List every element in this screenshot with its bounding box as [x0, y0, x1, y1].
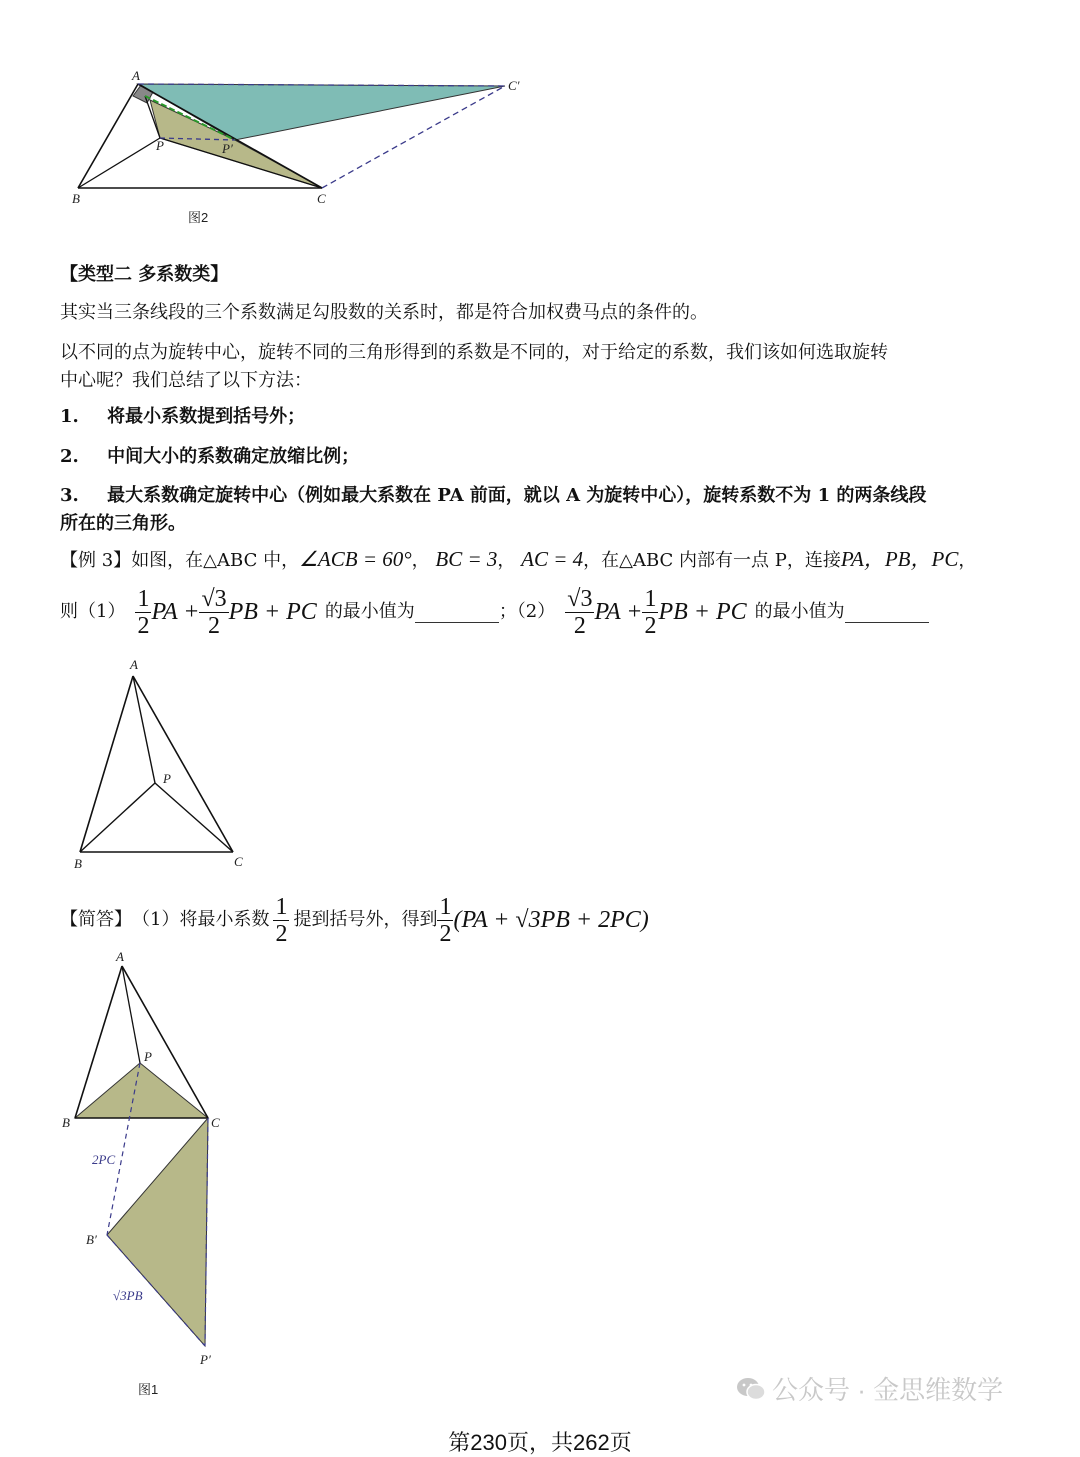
example-tag: 【例 3】: [60, 550, 132, 571]
q1-frac-2-den: 2: [208, 612, 221, 639]
length-bc: BC = 3: [435, 547, 498, 571]
q2-frac-2-num: 1: [644, 585, 657, 612]
f1-label-p: P: [144, 1049, 152, 1064]
answer-frac-1-num: 1: [275, 893, 288, 920]
label-c: C: [317, 191, 326, 206]
paragraph-2-line-1: 以不同的点为旋转中心，旋转不同的三角形得到的系数是不同的，对于给定的系数，我们该如何选取旋转: [60, 342, 888, 363]
answer-frac-2-num: 1: [439, 893, 452, 920]
olive-triangle-pbc: [75, 1063, 208, 1118]
example-mid: ，在△ABC 内部有一点 P，连接: [583, 550, 841, 571]
q1-suffix: 的最小值为: [324, 601, 415, 622]
section-title: 【类型二 多系数类】: [60, 264, 229, 285]
q2-prefix: ；（2）: [498, 601, 556, 622]
f1-label-p-prime: P′: [200, 1352, 211, 1367]
f1-label-b: B: [62, 1115, 70, 1130]
step-3-number: 3.: [60, 485, 79, 506]
q1-frac-1-num: 1: [137, 585, 150, 612]
answer-text: （1）将最小系数: [132, 909, 270, 930]
answer-text-2: 提到括号外，得到: [293, 909, 438, 930]
ex-label-p: P: [163, 771, 171, 786]
example-end: ，: [958, 550, 977, 571]
step-2-number: 2.: [60, 446, 79, 467]
q1-term-2: PB + PC: [228, 599, 317, 625]
angle-acb: ∠ACB = 60°: [299, 547, 412, 571]
ex-label-c: C: [234, 854, 243, 869]
example-intro: 如图，在△ABC 中，: [131, 550, 300, 571]
question-prefix: 则（1）: [60, 601, 126, 622]
step-3-text: 最大系数确定旋转中心（例如最大系数在 PA 前面，就以 A 为旋转中心），旋转系数不为 1 的两条线段: [107, 485, 927, 506]
q2-term-1: PA +: [594, 599, 643, 625]
label-b: B: [72, 191, 80, 206]
label-a: A: [132, 68, 140, 83]
olive-triangle-rotated: [107, 1118, 208, 1346]
wechat-icon: [736, 1376, 766, 1402]
f1-label-c: C: [211, 1115, 220, 1130]
paragraph-1: 其实当三条线段的三个系数满足勾股数的关系时，都是符合加权费马点的条件的。: [60, 302, 708, 323]
paragraph-2-line-2: 中心呢？我们总结了以下方法：: [60, 370, 312, 391]
watermark: [736, 1370, 1003, 1407]
example-3-line-1: 【例 3】如图，在△ABC 中，∠ACB = 60°， BC = 3， AC = 4，在△ABC 内部有一点 P，连接PA，PB，PC，: [60, 547, 977, 571]
f1-label-a: A: [116, 949, 124, 964]
q2-frac-1-num: √3: [567, 585, 593, 612]
label-p-prime: P′: [222, 141, 233, 156]
answer-tag: 【简答】: [60, 909, 132, 930]
answer-frac-2-den: 2: [439, 920, 452, 947]
label-p: P: [156, 138, 164, 153]
length-ac: AC = 4: [521, 547, 584, 571]
watermark-text: 公众号 · 金思维数学: [772, 1375, 1004, 1405]
answer-frac-1-den: 2: [275, 920, 288, 947]
q1-frac-1-den: 2: [137, 612, 150, 639]
step-1-number: 1.: [60, 406, 79, 427]
step-2-text: 中间大小的系数确定放缩比例；: [107, 446, 360, 467]
q2-frac-2-den: 2: [644, 612, 657, 639]
label-c-prime: C′: [508, 78, 520, 93]
f1-label-sqrt3pb: √3PB: [113, 1288, 143, 1303]
segments-pa-pb-pc: PA，PB，PC: [840, 547, 959, 571]
ex-label-a: A: [130, 657, 138, 672]
figure-1-caption: 图1: [138, 1382, 159, 1397]
q2-frac-1-den: 2: [573, 612, 586, 639]
f1-label-b-prime: B′: [86, 1232, 97, 1247]
q2-suffix: 的最小值为: [754, 601, 845, 622]
page-footer: 第230页，共262页: [448, 1430, 632, 1455]
ex-label-b: B: [74, 856, 82, 871]
step-1-text: 将最小系数提到括号外；: [107, 406, 306, 427]
step-3-line-2: 所在的三角形。: [60, 513, 186, 534]
q1-term-1: PA +: [151, 599, 200, 625]
figure-2-caption: 图2: [188, 210, 209, 225]
q1-frac-2-num: √3: [201, 585, 227, 612]
answer-expression: (PA + √3PB + 2PC): [453, 907, 649, 933]
f1-label-2pc: 2PC: [92, 1152, 116, 1167]
q2-term-2: PB + PC: [658, 599, 747, 625]
